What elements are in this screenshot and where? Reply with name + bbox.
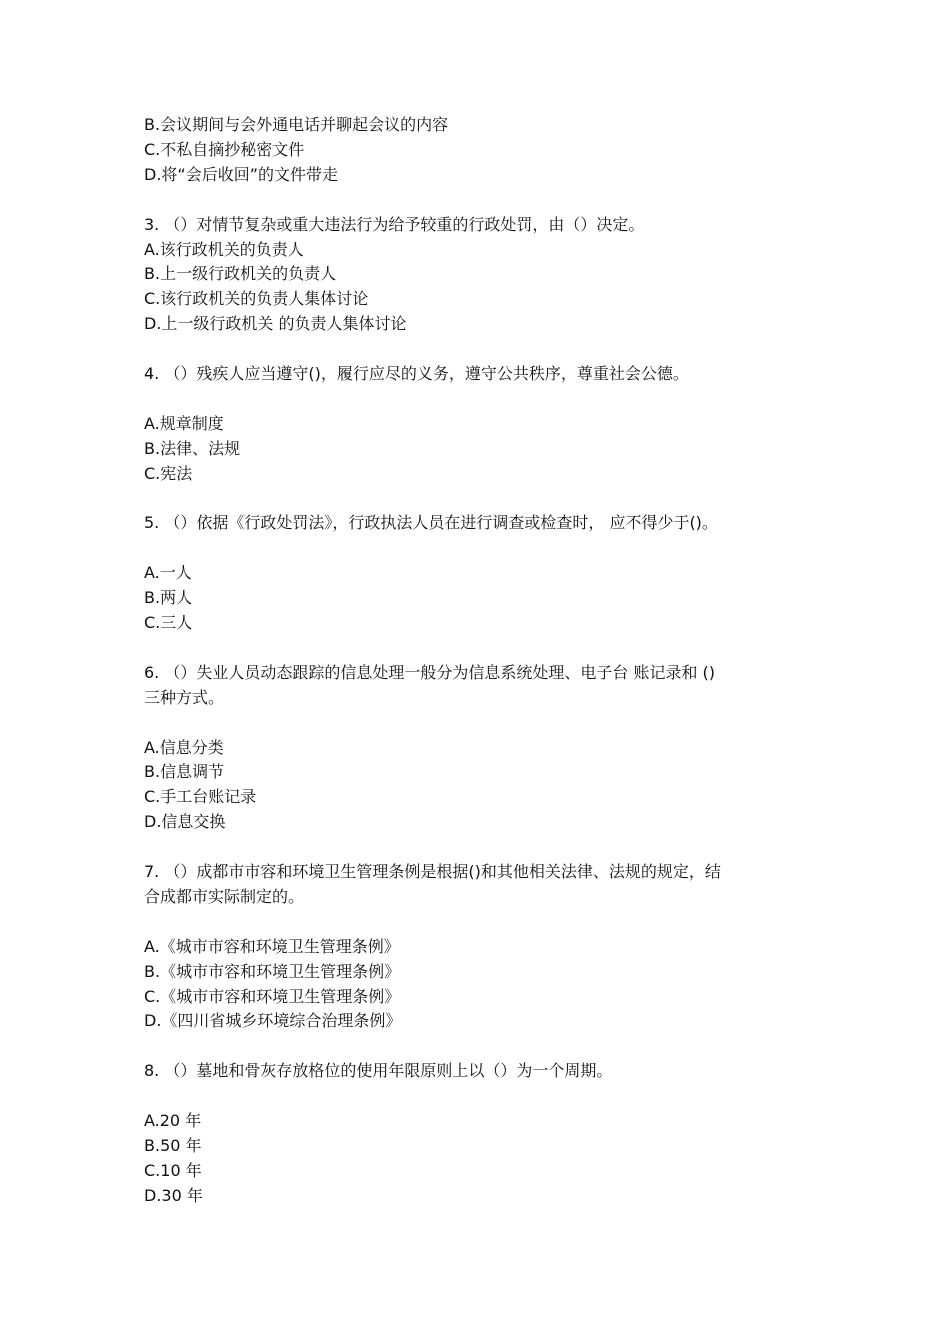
option-a: A.一人 bbox=[144, 563, 192, 583]
question-stem-line-2: 三种方式。 bbox=[144, 687, 225, 707]
question-6 bbox=[144, 661, 824, 835]
question-stem: 5. （）依据《行政处罚法》，行政执法人员在进行调查或检查时， 应不得少于()。 bbox=[144, 513, 718, 533]
option-b: B.50 年 bbox=[144, 1135, 202, 1155]
question-3 bbox=[144, 213, 824, 338]
option-a: A.规章制度 bbox=[144, 413, 224, 433]
question-stem-line-2: 合成都市实际制定的。 bbox=[144, 886, 305, 906]
option-d: D.30 年 bbox=[144, 1185, 203, 1205]
option-b: B.两人 bbox=[144, 588, 193, 608]
question-stem: 3. （）对情节复杂或重大违法行为给予较重的行政处罚，由（）决定。 bbox=[144, 214, 645, 234]
option-b: B.会议期间与会外通电话并聊起会议的内容 bbox=[144, 115, 449, 134]
option-d: D.将“会后收回”的文件带走 bbox=[144, 164, 338, 184]
spacer bbox=[144, 337, 824, 362]
option-c: C.该行政机关的负责人集体讨论 bbox=[144, 289, 369, 309]
option-b: B.上一级行政机关的负责人 bbox=[144, 264, 337, 284]
question-stem: 8. （）墓地和骨灰存放格位的使用年限原则上以（）为一个周期。 bbox=[144, 1061, 613, 1081]
spacer bbox=[144, 1034, 824, 1059]
question-7 bbox=[144, 860, 824, 1034]
option-d: D.《四川省城乡环境综合治理条例》 bbox=[144, 1011, 402, 1031]
spacer bbox=[144, 536, 824, 561]
option-a: A.该行政机关的负责人 bbox=[144, 239, 304, 259]
option-d: D.上一级行政机关 的负责人集体讨论 bbox=[144, 314, 407, 334]
option-b: B.信息调节 bbox=[144, 762, 225, 782]
spacer bbox=[144, 711, 824, 736]
spacer bbox=[144, 910, 824, 935]
question-5 bbox=[144, 511, 824, 636]
spacer bbox=[144, 487, 824, 512]
option-c: C.《城市市容和环境卫生管理条例》 bbox=[144, 986, 401, 1006]
spacer bbox=[144, 1084, 824, 1109]
question-stem-line-1: 7. （）成都市市容和环境卫生管理条例是根据()和其他相关法律、法规的规定，结 bbox=[144, 862, 721, 882]
option-a: A.20 年 bbox=[144, 1111, 202, 1131]
option-c: C.不私自摘抄秘密文件 bbox=[144, 139, 305, 159]
option-a: A.信息分类 bbox=[144, 737, 224, 757]
question-stem: 4. （）残疾人应当遵守()，履行应尽的义务，遵守公共秩序，尊重社会公德。 bbox=[144, 364, 689, 384]
document-page bbox=[144, 113, 824, 1209]
spacer bbox=[144, 387, 824, 412]
option-b: B.《城市市容和环境卫生管理条例》 bbox=[144, 961, 401, 981]
spacer bbox=[144, 636, 824, 661]
option-c: C.宪法 bbox=[144, 463, 193, 483]
option-c: C.手工台账记录 bbox=[144, 787, 257, 807]
option-c: C.三人 bbox=[144, 613, 193, 633]
option-c: C.10 年 bbox=[144, 1160, 202, 1180]
spacer bbox=[144, 188, 824, 213]
option-a: A.《城市市容和环境卫生管理条例》 bbox=[144, 936, 400, 956]
question-2-tail bbox=[144, 113, 824, 188]
question-stem-line-1: 6. （）失业人员动态跟踪的信息处理一般分为信息系统处理、电子台 账记录和 () bbox=[144, 662, 716, 682]
question-4 bbox=[144, 362, 824, 487]
option-b: B.法律、法规 bbox=[144, 438, 241, 458]
question-8 bbox=[144, 1059, 824, 1208]
spacer bbox=[144, 835, 824, 860]
option-d: D.信息交换 bbox=[144, 812, 226, 832]
